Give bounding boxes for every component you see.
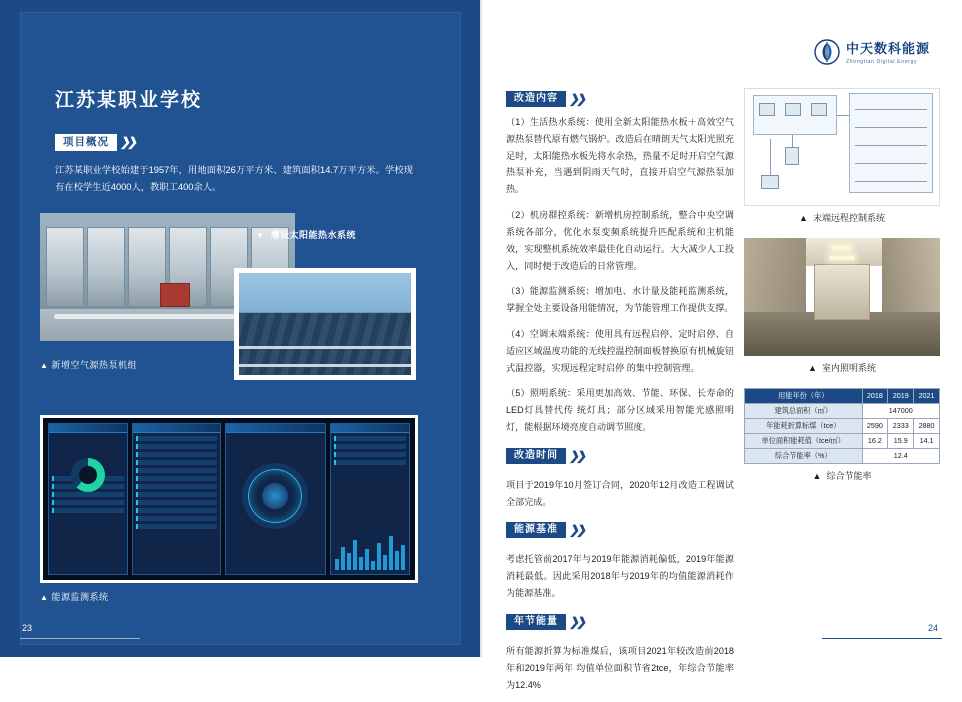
right-page xyxy=(481,0,962,690)
diagram-line xyxy=(855,109,927,110)
diagram-icon-server xyxy=(759,103,775,116)
chevron-right-icon: ❯❯ xyxy=(568,448,586,463)
caption-table-wrap xyxy=(744,469,940,482)
table-cell-merged: 12.4 xyxy=(862,448,939,463)
saving-chip: 年节能量 xyxy=(506,614,566,630)
donut-chart xyxy=(71,458,105,492)
diagram-icon-controller xyxy=(785,147,799,165)
photo-rail-top xyxy=(239,346,411,349)
company-logo xyxy=(814,38,930,65)
photo-corridor-end xyxy=(814,264,870,320)
card-rows xyxy=(133,433,220,532)
table-cell: 14.1 xyxy=(914,433,940,448)
photo-pipe xyxy=(54,314,254,319)
card-header xyxy=(226,424,325,433)
footer-rule-right xyxy=(822,638,942,639)
content-item-3: （3）能源监测系统：增加电、水计量及能耗监测系统，掌握全处主要设备用能情况，为节能管理工作提供支撑。 xyxy=(506,286,734,314)
overview-paragraph: 江苏某职业学校始建于1957年，用地面积26万平方米、建筑面积14.7万平方米。学校现有在校学生近4000人，教职工400余人。 xyxy=(55,165,413,193)
table-header-cell: 2021 xyxy=(914,389,940,404)
time-paragraph: 项目于2019年10月签订合同，2020年12月改造工程调试全部完成。 xyxy=(506,479,734,507)
diagram-line-vertical xyxy=(770,139,771,175)
photo-solar-water-heater xyxy=(234,268,416,380)
diagram-line xyxy=(855,145,927,146)
page-number-left: 23 xyxy=(22,623,33,633)
content-chip: 改造内容 xyxy=(506,91,566,107)
section-saving-label xyxy=(506,614,584,630)
table-cell: 2333 xyxy=(888,418,914,433)
content-item-4: （4）空调末端系统：使用具有远程启停、定时启停、自适应区域温度功能的无线控温控制面板替换原有机械旋钮式温控器，实现远程定时启停 的集中控制管理。 xyxy=(506,328,734,373)
table-row-label: 单位面积能耗值（tce/㎡） xyxy=(745,433,863,448)
chevron-right-icon: ❯❯ xyxy=(119,135,137,150)
left-page xyxy=(0,0,481,657)
triangle-icon: ▲ xyxy=(808,363,817,373)
table-row-label: 建筑总面积（㎡） xyxy=(745,403,863,418)
photo-red-unit xyxy=(160,283,190,307)
chevron-right-icon: ❯❯ xyxy=(568,92,586,106)
photo-rail-bottom xyxy=(239,364,411,367)
diagram-line xyxy=(837,115,849,116)
table-row xyxy=(745,418,940,433)
figure-remote-control-diagram xyxy=(744,88,940,206)
table-row xyxy=(745,433,940,448)
table-header-cell: 2018 xyxy=(862,389,888,404)
logo-text xyxy=(846,38,930,65)
diagram-box-rooms xyxy=(849,93,933,193)
right-column-text xyxy=(506,88,734,702)
diagram-line xyxy=(855,127,927,128)
triangle-icon: ▲ xyxy=(812,470,822,481)
photo-indoor-lighting xyxy=(744,238,940,356)
section-time-label xyxy=(506,448,584,464)
table-header-row xyxy=(745,389,940,404)
diagram-line-vertical xyxy=(792,135,793,147)
photo-lamp xyxy=(830,256,854,260)
table-row-label: 年能耗折算标煤（tce） xyxy=(745,418,863,433)
diagram-line xyxy=(855,181,927,182)
dashboard-card xyxy=(330,423,410,575)
table-header-cell: 用能年份（年） xyxy=(745,389,863,404)
right-column-figures xyxy=(744,88,940,482)
triangle-icon: ▲ xyxy=(799,213,808,223)
dashboard-grid xyxy=(48,423,410,575)
card-rows xyxy=(331,433,409,468)
photo-lamp xyxy=(832,246,850,250)
chevron-right-icon: ❯❯ xyxy=(568,523,586,538)
time-chip: 改造时间 xyxy=(506,448,566,464)
caption-corridor-wrap xyxy=(744,361,940,374)
section-content-label xyxy=(506,91,584,107)
diagram-icon-gateway xyxy=(785,103,801,116)
diagram-icon-panel xyxy=(761,175,779,189)
logo-text-cn: 中天数科能源 xyxy=(845,41,930,56)
callout-solar-wrap xyxy=(256,228,356,241)
logo-text-en: Zhongtian Digital Energy xyxy=(845,59,918,65)
table-header-cell: 2019 xyxy=(888,389,914,404)
photo-energy-monitoring-dashboard xyxy=(40,415,418,583)
callout-solar: 增设太阳能热水系统 xyxy=(270,230,356,240)
bar-chart xyxy=(335,532,405,570)
caption-monitor-wrap xyxy=(40,590,108,603)
dashboard-card-main xyxy=(225,423,326,575)
chevron-right-icon: ❯❯ xyxy=(568,614,586,629)
dashboard-card xyxy=(132,423,221,575)
table-row-label: 综合节能率（%） xyxy=(745,448,863,463)
page-number-right: 24 xyxy=(927,623,938,633)
overview-chip: 项目概况 xyxy=(55,134,117,151)
table-cell: 2880 xyxy=(914,418,940,433)
content-item-2: （2）机房群控系统：新增机房控制系统，整合中央空调系统各部分，优化水泵变频系统提升匹配系统和主机能效，实现整机系统效率最佳化自动运行。大大减少人工投入，同时便于改造后的日常管理。 xyxy=(506,210,734,271)
caption-pump: 新增空气源热泵机组 xyxy=(51,360,137,370)
section-overview-label xyxy=(55,134,135,151)
diagram-icon-router xyxy=(811,103,827,116)
content-item-5: （5）照明系统：采用更加高效、节能、环保、长寿命的LED灯具替代传 统灯具；部分区域采用智能光感照明灯，能根据环境亮度自动调节照度。 xyxy=(506,388,734,432)
card-header xyxy=(49,424,127,433)
baseline-chip: 能源基准 xyxy=(506,522,566,538)
table-cell: 2590 xyxy=(862,418,888,433)
caption-table: 综合节能率 xyxy=(826,470,872,481)
content-item-1: （1）生活热水系统：使用全新太阳能热水板＋高效空气源热泵替代原有燃气锅炉。改造后在晴朗天气太阳光照充足时，太阳能热水板先将水余热，热量不足时开启空气源热泵补充，当遇到阴雨天气时，直接开启空气源热泵加热。 xyxy=(506,117,734,195)
page-title: 江苏某职业学校 xyxy=(55,90,203,111)
card-header xyxy=(133,424,220,433)
baseline-paragraph: 考虑托管前2017年与2019年能源消耗偏低，2019年能源消耗最低。因此采用2018年与2019年的均值能源消耗作为能源基准。 xyxy=(506,554,734,599)
caption-diagram: 末端远程控制系统 xyxy=(812,213,885,223)
card-header xyxy=(331,424,409,433)
caption-diagram-wrap xyxy=(744,211,940,224)
table-row xyxy=(745,403,940,418)
triangle-icon: ▲ xyxy=(40,593,49,602)
triangle-icon: ▲ xyxy=(40,361,49,370)
caption-pump-wrap xyxy=(40,358,137,371)
triangle-down-icon: ▼ xyxy=(256,231,265,240)
table-row xyxy=(745,448,940,463)
table-energy-saving xyxy=(744,388,940,464)
caption-monitor: 能源监测系统 xyxy=(51,592,109,602)
section-baseline-label xyxy=(506,522,584,538)
saving-paragraph: 所有能源折算为标准煤后，该项目2021年较改造前2018年和2019年两年 均值单位面积节省2tce，年综合节能率为12.4% xyxy=(506,645,734,690)
logo-mark-icon xyxy=(814,39,840,65)
table-cell-merged: 147000 xyxy=(862,403,939,418)
table-cell: 16.2 xyxy=(862,433,888,448)
page-spine xyxy=(480,0,482,657)
dashboard-card xyxy=(48,423,128,575)
footer-rule-left xyxy=(20,638,140,639)
table-cell: 15.9 xyxy=(888,433,914,448)
caption-corridor: 室内照明系统 xyxy=(821,363,876,373)
diagram-line xyxy=(855,163,927,164)
radial-gauge xyxy=(248,469,302,523)
